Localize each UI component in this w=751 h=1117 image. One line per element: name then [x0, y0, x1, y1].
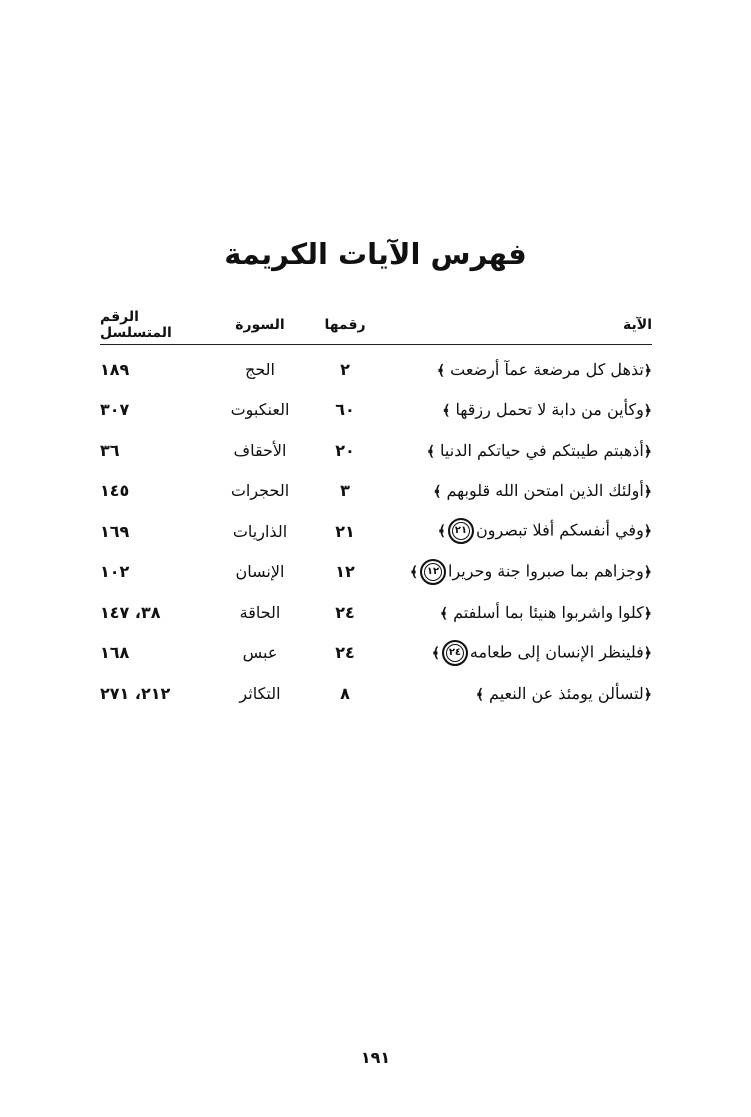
table-row	[100, 390, 652, 431]
verse-number-cell: ٨	[340, 683, 350, 703]
close-bracket: ﴾	[409, 564, 419, 581]
verse-number-cell: ٦٠	[335, 400, 355, 420]
serial-number-cell: ١٦٩	[100, 521, 130, 541]
serial-number-cell: ٣٨، ١٤٧	[100, 602, 161, 622]
header-verse: الآية	[380, 306, 652, 345]
close-bracket: ﴾	[433, 484, 442, 501]
open-bracket: ﴿	[643, 605, 652, 622]
ayah-end-marker: ٢١	[448, 518, 474, 544]
open-bracket: ﴿	[643, 362, 652, 379]
surah-cell: الأحقاف	[233, 440, 287, 460]
table-row	[100, 673, 652, 714]
table-row	[100, 592, 652, 633]
verse-cell	[380, 471, 652, 512]
close-bracket: ﴾	[431, 645, 440, 662]
open-bracket: ﴿	[643, 443, 652, 460]
open-bracket: ﴿	[643, 523, 652, 540]
close-bracket: ﴾	[475, 686, 484, 703]
verse-number-cell: ٢٠	[335, 440, 355, 460]
verse-number-cell: ٢١	[335, 521, 355, 541]
verse-text: فلينظر الإنسان إلى طعامه	[469, 642, 644, 662]
table-row	[100, 511, 652, 552]
surah-cell: الحاقة	[239, 602, 281, 622]
verse-text: كلوا واشربوا هنيئا بما أسلفتم	[453, 602, 644, 622]
close-bracket: ﴾	[436, 362, 446, 379]
table-row	[100, 633, 652, 674]
header-surah: السورة	[210, 306, 310, 345]
verse-text: وجزاهم بما صبروا جنة وحريرا	[448, 561, 644, 581]
verse-cell	[380, 673, 652, 714]
verse-cell	[380, 511, 652, 552]
page-title: فهرس الآيات الكريمة	[224, 237, 527, 271]
open-bracket: ﴿	[643, 645, 652, 662]
surah-cell: الذاريات	[232, 521, 288, 541]
page-number: ١٩١	[360, 1048, 391, 1067]
header-serial: الرقم المتسلسل	[100, 306, 210, 345]
surah-cell: العنكبوت	[230, 400, 290, 420]
open-bracket: ﴿	[643, 686, 652, 703]
table-row	[100, 430, 652, 471]
open-bracket: ﴿	[643, 403, 652, 420]
verse-cell	[380, 633, 652, 674]
open-bracket: ﴿	[643, 484, 652, 501]
table-body	[100, 345, 652, 714]
verse-number-cell: ٢	[340, 359, 350, 379]
serial-number-cell: ٣٠٧	[100, 400, 130, 420]
serial-number-cell: ١٨٩	[100, 359, 130, 379]
close-bracket: ﴾	[437, 523, 446, 540]
header-number: رقمها	[310, 306, 380, 345]
serial-number-cell: ١٤٥	[100, 481, 130, 501]
verse-number-cell: ٣	[340, 481, 350, 501]
verse-number-cell: ١٢	[335, 562, 355, 582]
verses-index-table	[100, 306, 652, 714]
surah-cell: الحجرات	[230, 481, 290, 501]
close-bracket: ﴾	[426, 443, 435, 460]
verse-text: وكأين من دابة لا تحمل رزقها	[455, 400, 644, 420]
close-bracket: ﴾	[439, 605, 449, 622]
verse-cell	[380, 552, 652, 593]
table-row	[100, 345, 652, 390]
verse-text: تذهل كل مرضعة عمآ أرضعت	[450, 359, 644, 379]
serial-number-cell: ٣٦	[100, 440, 120, 460]
serial-number-cell: ١٦٨	[100, 643, 130, 663]
close-bracket: ﴾	[442, 403, 451, 420]
verse-text: لتسألن يومئذ عن النعيم	[489, 683, 644, 703]
verse-cell	[380, 345, 652, 390]
verse-text: أولئك الذين امتحن الله قلوبهم	[446, 481, 644, 501]
verse-text: وفي أنفسكم أفلا تبصرون	[475, 520, 644, 540]
verse-cell	[380, 390, 652, 431]
ayah-end-marker: ٢٤	[442, 640, 468, 666]
surah-cell: الحج	[245, 359, 275, 379]
table-row	[100, 471, 652, 512]
surah-cell: الإنسان	[235, 562, 285, 582]
verse-text: أذهبتم طيبتكم في حياتكم الدنيا	[440, 440, 644, 460]
table-row	[100, 552, 652, 593]
table-header-row	[100, 306, 652, 345]
serial-number-cell: ٢١٢، ٢٧١	[100, 683, 171, 703]
verse-number-cell: ٢٤	[335, 643, 355, 663]
serial-number-cell: ١٠٢	[100, 562, 130, 582]
surah-cell: عبس	[242, 643, 278, 663]
ayah-end-marker: ١٢	[420, 559, 446, 585]
open-bracket: ﴿	[643, 564, 652, 581]
verse-number-cell: ٢٤	[335, 602, 355, 622]
verse-cell	[380, 592, 652, 633]
verse-cell	[380, 430, 652, 471]
surah-cell: التكاثر	[239, 683, 281, 703]
